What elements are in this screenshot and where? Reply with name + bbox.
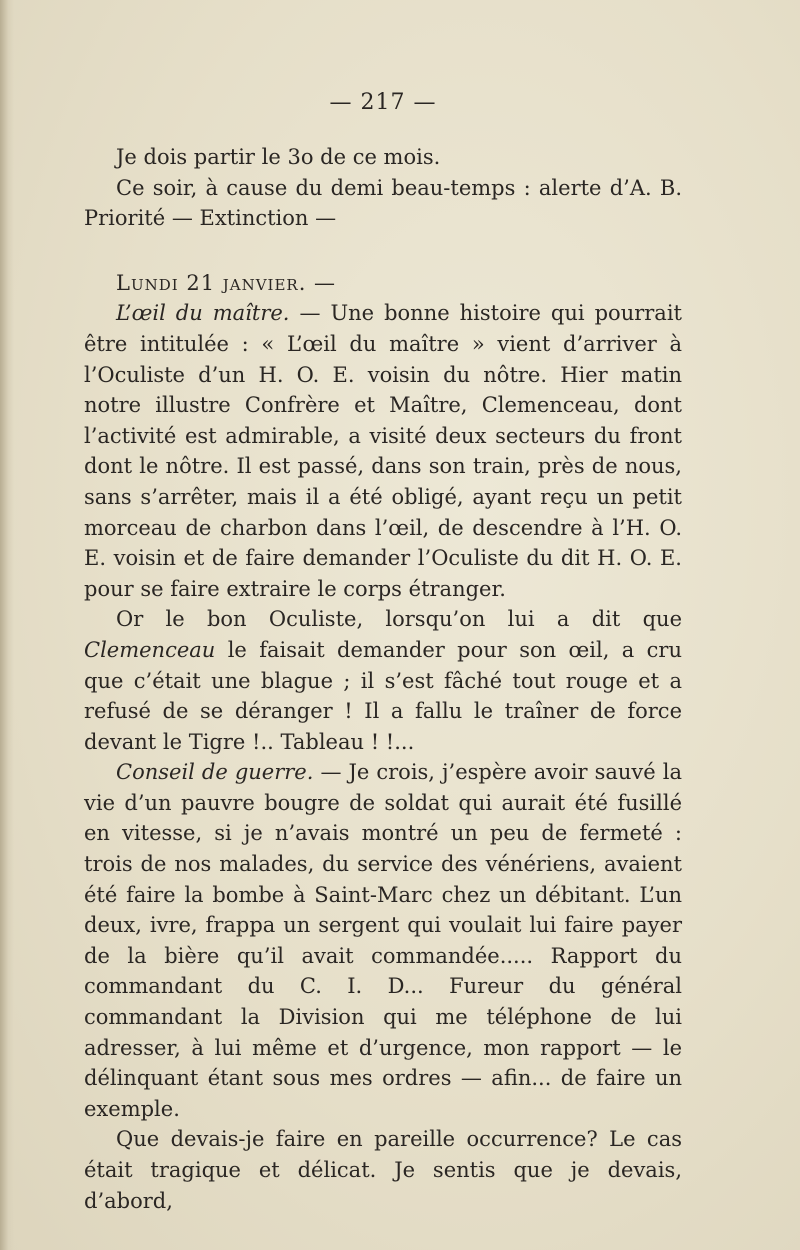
book-page xyxy=(84,86,682,1216)
paragraph xyxy=(84,604,682,757)
date-heading: Lundi 21 janvier. — xyxy=(116,270,337,295)
paragraph: Je dois partir le 3o de ce mois. xyxy=(116,145,441,169)
page-edge xyxy=(0,0,14,1250)
entry-text: Or le bon Oculiste, lorsqu’on lui a dit que xyxy=(116,607,682,632)
italic-name: Clemenceau xyxy=(84,637,216,662)
entry-text: le faisait demander pour son œil, a cru que c’était une blague ; il s’est fâché tout rouge et a refusé de se déranger ! Il a fallu le traîner de force devant le Tigre !.. Tableau ! !... xyxy=(84,637,682,754)
entry-text: — Je crois, j’espère avoir sauvé la vie d’un pauvre bougre de soldat qui aurait été fusillé en vitesse, si je n’avais montré un peu de fermeté : trois de nos malades, du service des vénériens, avaient été faire la bombe à Saint-Marc chez un débitant. L’un deux, ivre, frappa un sergent qui voulait lui faire payer de la bière qu’il avait commandée..... Rapport du commandant du C. I. D... Fureur du général commandant la Division qui me téléphone de lui adresser, à lui même et d’urgence, mon rapport — le délinquant étant sous mes ordres — afin... de faire un exemple. xyxy=(84,760,683,1121)
section-heading xyxy=(84,268,682,299)
paragraph: Que devais-je faire en pareille occurrence? Le cas était tragique et délicat. Je sentis que je devais, d’abord, xyxy=(84,1127,682,1213)
entry-title: L’œil du maître. xyxy=(116,301,290,326)
paragraph: Ce soir, à cause du demi beau-temps : alerte d’A. B. Priorité — Extinction — xyxy=(84,175,682,231)
paragraph xyxy=(84,298,682,604)
spacer xyxy=(84,234,682,268)
entry-title: Conseil de guerre. xyxy=(116,760,314,785)
paragraph xyxy=(84,757,682,1124)
page-number: — 217 — xyxy=(329,90,437,115)
entry-text: — Une bonne histoire qui pourrait être intitulée : « L’œil du maître » vient d’arriver à l’Oculiste d’un H. O. E. voisin du nôtre. Hier matin notre illustre Confrère et Maître, Clemenceau, dont l’activité est admirable, a visité deux secteurs du front dont le nôtre. Il est passé, dans son train, près de nous, sans s’arrêter, mais il a été obligé, ayant reçu un petit morceau de charbon dans l’œil, de descendre à l’H. O. E. voisin et de faire demander l’Oculiste du dit H. O. E. pour se faire extraire le corps étranger. xyxy=(84,301,682,601)
